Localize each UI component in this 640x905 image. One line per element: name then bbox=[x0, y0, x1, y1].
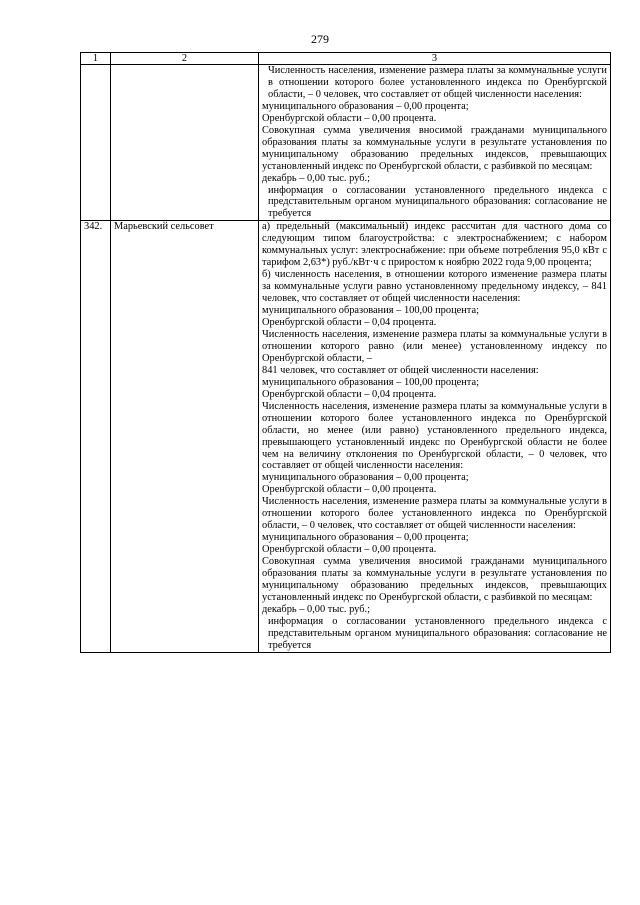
municipal-index-table bbox=[80, 52, 611, 653]
text-block: а) предельный (максимальный) индекс рассчитан для частного дома со следующим типом благоустройства: с электроснабжением; с набором коммунальных услуг: электроснабжение: при объеме потребления 95,0 кВт с тарифом 2,63*) руб./кВт·ч с приростом к ноябрю 2022 года 9,00 процента; bbox=[262, 221, 607, 269]
header-col-2: 2 bbox=[111, 53, 259, 65]
text-block: Численность населения, изменение размера платы за коммунальные услуги в отношении которого равно (или менее) установленному индексу по Оренбургской области, – bbox=[262, 328, 607, 364]
text-block: муниципального образования – 0,00 процента; bbox=[262, 532, 469, 544]
text-block: Оренбургской области – 0,04 процента. bbox=[262, 317, 437, 329]
text-block: муниципального образования – 100,00 процента; bbox=[262, 376, 479, 388]
row-details bbox=[259, 221, 611, 652]
text-block: информация о согласовании установленного предельного индекса с представительным органом муниципального образования: согласование не требуется bbox=[268, 184, 607, 220]
text-block: муниципального образования – 0,00 процента; bbox=[262, 472, 469, 484]
text-block: муниципального образования – 0,00 процента; bbox=[262, 100, 469, 112]
table-row-continuation bbox=[81, 65, 611, 221]
text-block: Численность населения, изменение размера платы за коммунальные услуги в отношении которого более установленного индекса по Оренбургской области, но менее (или равно) установленного предельного индекса, превышающего установленный индекс по Оренбургской области не более чем на величину отклонения по Оренбургской области, – 0 человек, что составляет от общей численности населения: bbox=[262, 400, 607, 472]
text-block: Оренбургской области – 0,00 процента. bbox=[262, 544, 437, 556]
row-details bbox=[259, 65, 611, 221]
municipality-name: Марьевский сельсовет bbox=[111, 221, 259, 652]
table-row-342 bbox=[81, 221, 611, 652]
text-block: Оренбургской области – 0,00 процента. bbox=[262, 484, 437, 496]
text-block: Совокупная сумма увеличения вносимой гражданами муниципального образования платы за коммунальные услуги в результате установления по муниципальному образованию предельных индексов, превышающих установленный индекс по Оренбургской области, с разбивкой по месяцам: bbox=[262, 124, 607, 172]
table-header-row bbox=[81, 53, 611, 65]
row-number bbox=[81, 65, 111, 221]
text-block: б) численность населения, в отношении которого изменение размера платы за коммунальные услуги равно установленному предельному индексу, – 841 человек, что составляет от общей численности населения: bbox=[262, 269, 607, 305]
text-block: декабрь – 0,00 тыс. руб.; bbox=[262, 603, 371, 615]
text-block: Численность населения, изменение размера платы за коммунальные услуги в отношении которого более установленного индекса по Оренбургской области, – 0 человек, что составляет от общей численности населения: bbox=[262, 496, 607, 532]
text-block: муниципального образования – 100,00 процента; bbox=[262, 305, 479, 317]
text-block: Совокупная сумма увеличения вносимой гражданами муниципального образования платы за коммунальные услуги в результате установления по муниципальному образованию предельных индексов, превышающих установленный индекс по Оренбургской области, с разбивкой по месяцам: bbox=[262, 556, 607, 603]
text-block: Оренбургской области – 0,04 процента. bbox=[262, 388, 437, 400]
text-block: информация о согласовании установленного предельного индекса с представительным органом муниципального образования: согласование не требуется bbox=[268, 615, 607, 651]
header-col-1: 1 bbox=[81, 53, 111, 65]
row-number: 342. bbox=[81, 221, 111, 652]
municipality-name bbox=[111, 65, 259, 221]
page-number: 279 bbox=[311, 32, 329, 46]
text-block: Оренбургской области – 0,00 процента. bbox=[262, 112, 437, 124]
text-block: Численность населения, изменение размера платы за коммунальные услуги в отношении которого более установленного индекса по Оренбургской области, – 0 человек, что составляет от общей численности населения: bbox=[268, 65, 607, 100]
text-block: 841 человек, что составляет от общей численности населения: bbox=[262, 364, 539, 376]
text-block: декабрь – 0,00 тыс. руб.; bbox=[262, 172, 371, 184]
header-col-3: 3 bbox=[259, 53, 611, 65]
